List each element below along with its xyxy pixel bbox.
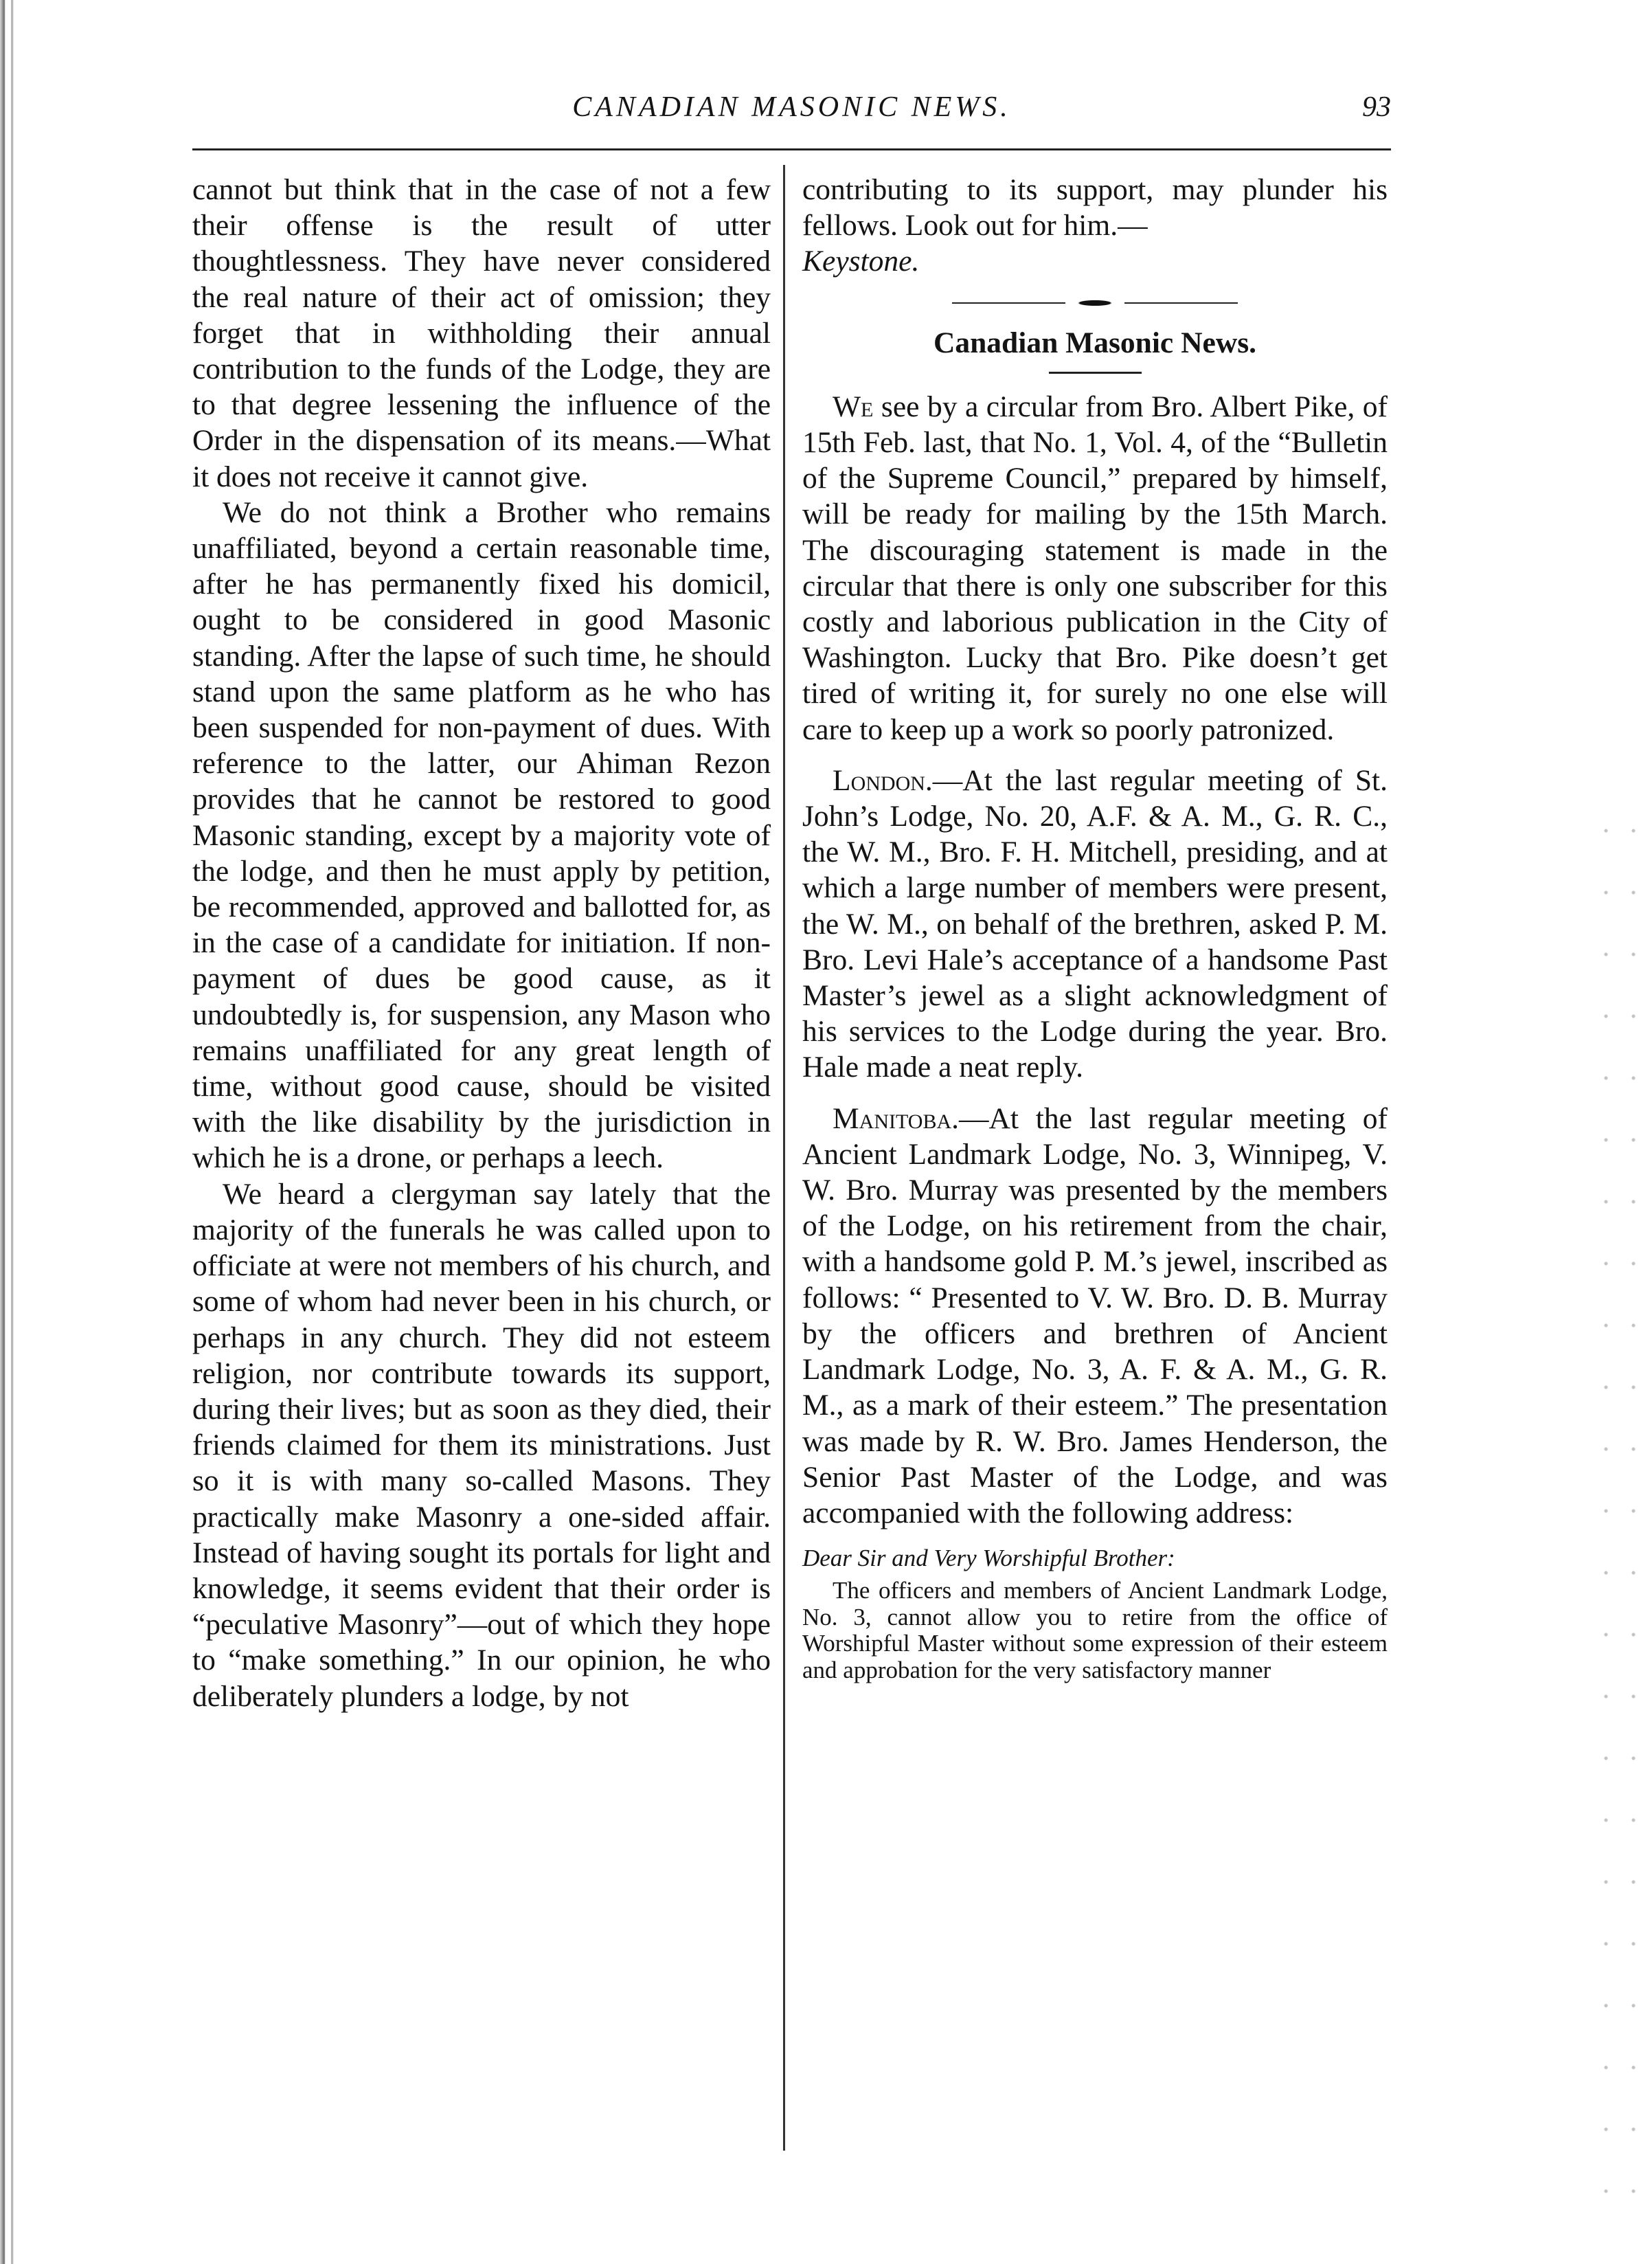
left-paragraph-2: We do not think a Brother who remains unaffiliated, beyond a certain reasonable time, after he has permanently fixed his domicil, ought to be considered in good Masonic standing. After the lapse of such time, he should stand upon the same platform as he who has been suspended for non-payment of dues. With reference to the latter, our Ahiman Rezon provides that he cannot be restored to good Masonic standing, except by a majority vote of the lodge, and then he must apply by petition, be recommended, approved and ballotted for, as in the case of a candidate for initiation. If non-payment of dues be good cause, as it undoubtedly is, for suspension, any Mason who remains unaffiliated for any great length of time, without good cause, should be visited with the like disability by the jurisdiction in which he is a drone, or perhaps a leech. xyxy=(192,495,771,1175)
news-item-lead: We xyxy=(833,390,874,423)
letter-salutation: Dear Sir and Very Worshipful Brother: xyxy=(802,1545,1175,1572)
page-number: 93 xyxy=(1362,91,1391,123)
news-item-pike xyxy=(802,389,1388,748)
binding-edge xyxy=(0,0,54,2264)
continuation-paragraph xyxy=(802,172,1388,280)
page-header xyxy=(192,91,1391,139)
ornament-divider xyxy=(802,289,1388,317)
news-item-lead: Manitoba. xyxy=(833,1101,959,1135)
column-rule xyxy=(783,165,785,2151)
news-item-body: —At the last regular meeting of Ancient Landmark Lodge, No. 3, Winnipeg, V. W. Bro. Murray was presented by the members of the Lodge, on his retirement from the chair, with a handsome gold P. M.’s jewel, inscribed as follows: “ Presented to V. W. Bro. D. B. Murray by the officers and brethren of Ancient Landmark Lodge, No. 3, A. F. & A. M., G. R. M., as a mark of their esteem.” The presentation was made by R. W. Bro. James Henderson, the Senior Past Master of the Lodge, and was accompanied with the following address: xyxy=(802,1101,1388,1529)
section-rule xyxy=(1049,372,1142,374)
news-item-manitoba xyxy=(802,1101,1388,1531)
running-title: CANADIAN MASONIC NEWS. xyxy=(572,91,1011,123)
right-column xyxy=(802,172,1388,1683)
news-item-lead: London. xyxy=(833,763,933,797)
news-item-body: see by a circular from Bro. Albert Pike, of 15th Feb. last, that No. 1, Vol. 4, of the “Bulletin of the Supreme Council,” prepared by himself, will be ready for mailing by the 15th March. The discouraging statement is made in the circular that there is only one subscriber for this costly and laborious publication in the City of Washington. Lucky that Bro. Pike doesn’t get tired of writing it, for surely no one else will care to keep up a work so poorly patronized. xyxy=(802,390,1388,746)
header-rule xyxy=(192,148,1391,150)
section-title: Canadian Masonic News. xyxy=(933,326,1257,359)
news-item-london xyxy=(802,763,1388,1086)
left-column xyxy=(192,172,771,1714)
letter-body: The officers and members of Ancient Landmark Lodge, No. 3, cannot allow you to retire from the office of Worshipful Master without some expression of their esteem and approbation for the very satisfactory manner xyxy=(802,1577,1388,1683)
page-edge-specks xyxy=(1600,825,1649,2233)
continuation-text: contributing to its support, may plunder his fellows. Look out for him.— xyxy=(802,173,1388,243)
left-paragraph-1: cannot but think that in the case of not a few their offense is the result of utter thoughtlessness. They have never considered the real nature of their act of omission; they forget that in withholding their annual contribution to the funds of the Lodge, they are to that degree lessening the influence of the Order in the dispensation of its means.—What it does not receive it cannot give. xyxy=(192,173,771,493)
left-paragraph-3: We heard a clergyman say lately that the majority of the funerals he was called upon to officiate at were not members of his church, and some of whom had never been in his church, or perhaps in any church. They did not esteem religion, nor contribute towards its support, during their lives; but as soon as they died, their friends claimed for them its ministrations. Just so it is with many so-called Masons. They practically make Masonry a one-sided affair. Instead of having sought its portals for light and knowledge, it seems evident that their order is “peculative Masonry”—out of which they hope to “make something.” In our opinion, he who deliberately plunders a lodge, by not xyxy=(192,1177,771,1713)
news-item-body: —At the last regular meeting of St. John’s Lodge, No. 20, A.F. & A. M., G. R. C., the W. M., Bro. F. H. Mitchell, presiding, and at which a large number of members were present, the W. M., on behalf of the brethren, asked P. M. Bro. Levi Hale’s acceptance of a handsome Past Master’s jewel as a slight acknowledgment of his services to the Lodge during the year. Bro. Hale made a neat reply. xyxy=(802,763,1388,1084)
ornament-mark xyxy=(1071,299,1119,307)
source-credit: Keystone. xyxy=(802,245,920,278)
